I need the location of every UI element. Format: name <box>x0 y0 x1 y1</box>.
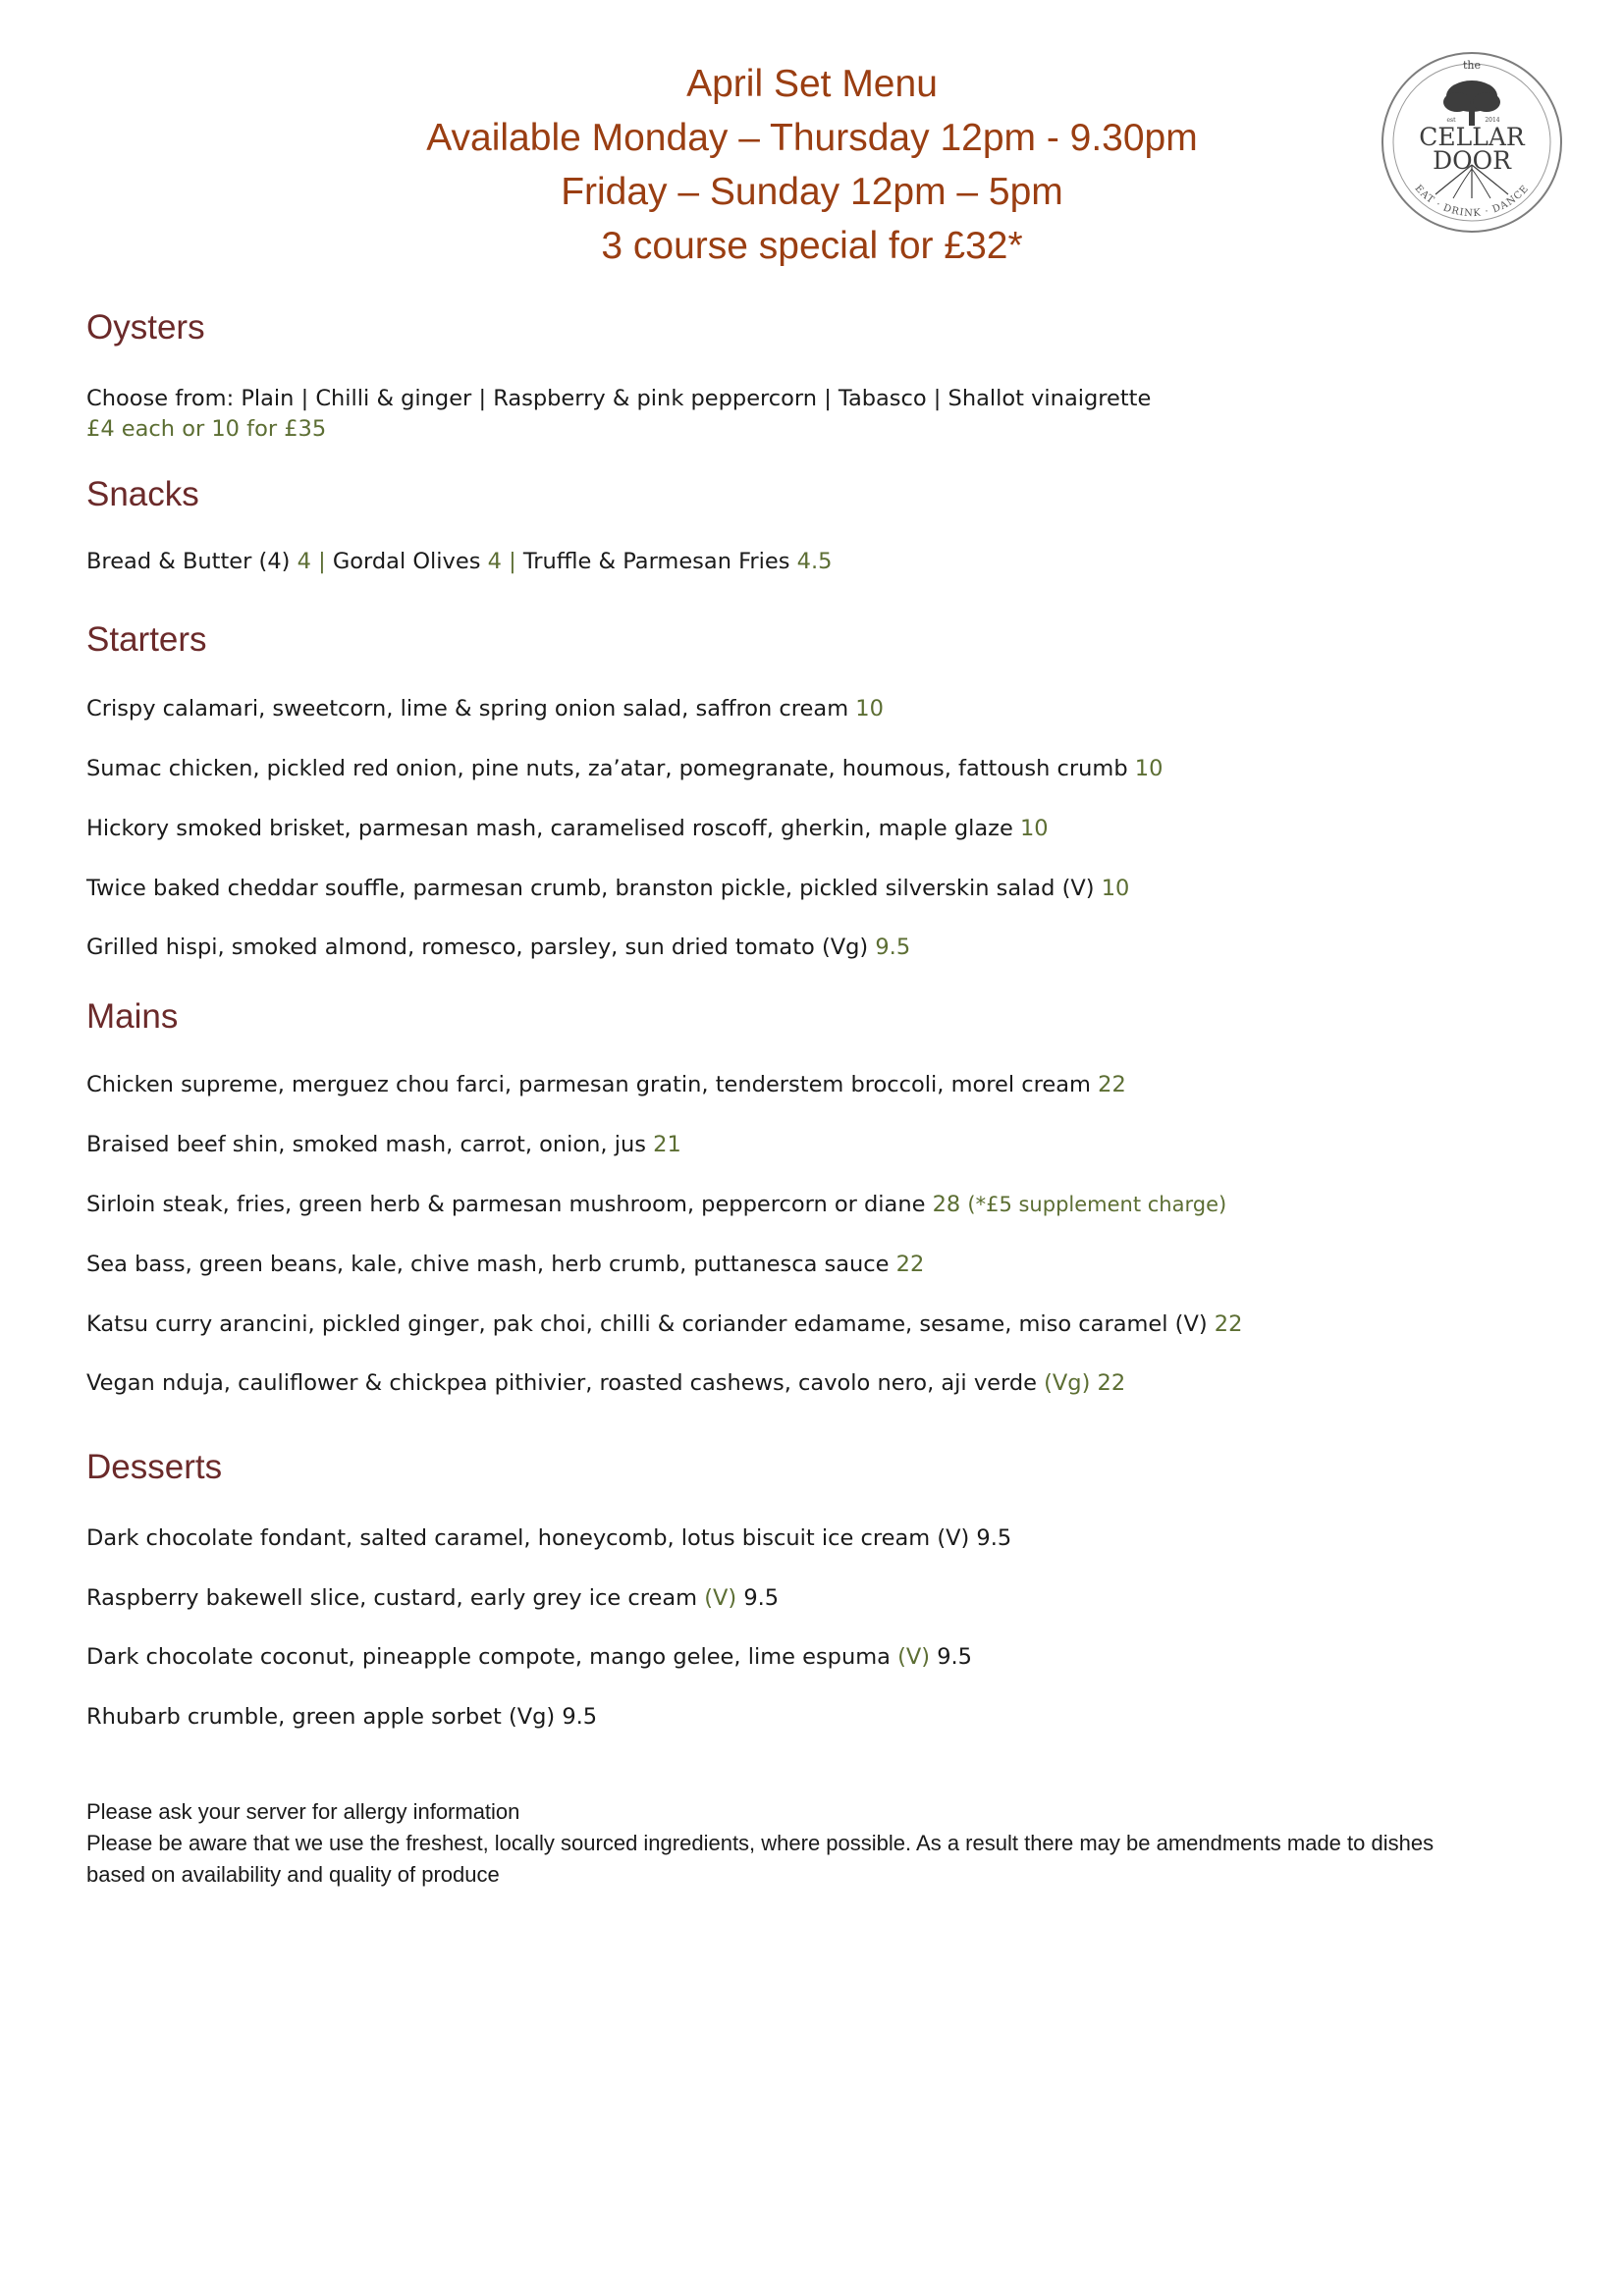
separator: | <box>509 549 516 574</box>
dish-description: Sumac chicken, pickled red onion, pine nuts, za’atar, pomegranate, houmous, fattoush crumb <box>86 756 1128 781</box>
dish-price: 9.5 <box>743 1585 780 1611</box>
dish-description: Twice baked cheddar souffle, parmesan crumb, branston pickle, pickled silverskin salad (V) <box>86 876 1095 901</box>
ingredients-note-continued: based on availability and quality of produce <box>86 1862 500 1887</box>
snack-name: Truffle & Parmesan Fries <box>522 549 790 574</box>
dish-description: Hickory smoked brisket, parmesan mash, caramelised roscoff, gherkin, maple glaze <box>86 816 1013 841</box>
snack-price: 4 <box>487 549 502 574</box>
dish-description: Chicken supreme, merguez chou farci, parmesan gratin, tenderstem broccoli, morel cream <box>86 1072 1091 1097</box>
dish-description: Crispy calamari, sweetcorn, lime & spring onion salad, saffron cream <box>86 696 849 721</box>
svg-text:the: the <box>1462 59 1482 72</box>
list-item <box>86 1368 1125 1398</box>
dish-price: 9.5 <box>875 934 911 960</box>
list-item <box>86 1190 1226 1219</box>
list-item <box>86 874 1129 903</box>
dish-price: 22 <box>1214 1311 1243 1337</box>
dish-description: Dark chocolate fondant, salted caramel, honeycomb, lotus biscuit ice cream (V) 9.5 <box>86 1525 1012 1551</box>
section-title-starters: Starters <box>86 620 207 659</box>
separator: | <box>318 549 326 574</box>
dish-price: 22 <box>1097 1370 1126 1396</box>
list-item <box>86 1250 924 1279</box>
list-item <box>86 814 1049 843</box>
dietary-tag: (V) <box>704 1585 737 1611</box>
svg-text:EAT · DRINK · DANCE: EAT · DRINK · DANCE <box>1412 183 1532 220</box>
dish-description: Vegan nduja, cauliflower & chickpea pithivier, roasted cashews, cavolo nero, aji verde <box>86 1370 1037 1396</box>
dish-price: 10 <box>1134 756 1164 781</box>
oysters-choices: Choose from: Plain | Chilli & ginger | Raspberry & pink peppercorn | Tabasco | Shallot vinaigrette <box>86 386 1152 411</box>
dish-price: 22 <box>1098 1072 1126 1097</box>
svg-text:est: est <box>1446 117 1456 124</box>
allergy-note: Please ask your server for allergy information <box>86 1799 520 1824</box>
weekend-hours: Friday – Sunday 12pm – 5pm <box>561 171 1063 213</box>
section-title-oysters: Oysters <box>86 308 205 347</box>
cellar-door-logo <box>1379 49 1565 236</box>
allergy-footer <box>86 1796 1559 1891</box>
dish-description: Raspberry bakewell slice, custard, early grey ice cream <box>86 1585 698 1611</box>
section-title-mains: Mains <box>86 997 179 1036</box>
menu-title: April Set Menu <box>686 63 938 105</box>
dish-price: 10 <box>1019 816 1049 841</box>
dish-price: 10 <box>855 696 884 721</box>
course-offer: 3 course special for £32* <box>601 225 1023 267</box>
snack-price: 4.5 <box>796 549 833 574</box>
ingredients-note: Please be aware that we use the freshest, locally sourced ingredients, where possible. As a result there may be amendments made to dishes <box>86 1831 1435 1855</box>
svg-text:DOOR: DOOR <box>1433 146 1511 175</box>
list-item <box>86 1309 1242 1339</box>
dish-description: Katsu curry arancini, pickled ginger, pak choi, chilli & coriander edamame, sesame, miso caramel (V) <box>86 1311 1208 1337</box>
dish-description: Sea bass, green beans, kale, chive mash, herb crumb, puttanesca sauce <box>86 1252 890 1277</box>
dietary-tag: (V) <box>897 1644 931 1670</box>
section-title-desserts: Desserts <box>86 1448 223 1486</box>
list-item <box>86 933 910 962</box>
dish-description: Braised beef shin, smoked mash, carrot, onion, jus <box>86 1132 646 1157</box>
dish-price: 22 <box>895 1252 925 1277</box>
dish-price: 28 <box>932 1192 961 1217</box>
dish-price: 9.5 <box>937 1644 972 1670</box>
list-item <box>86 1583 779 1613</box>
svg-text:CELLAR: CELLAR <box>1419 123 1525 151</box>
list-item <box>86 1642 972 1672</box>
list-item <box>86 1523 1011 1553</box>
snack-name: Bread & Butter (4) <box>86 549 291 574</box>
oysters-price: £4 each or 10 for £35 <box>86 416 327 442</box>
weekday-hours: Available Monday – Thursday 12pm - 9.30pm <box>426 117 1198 159</box>
svg-text:2014: 2014 <box>1485 117 1500 124</box>
list-item <box>86 1130 681 1159</box>
list-item <box>86 754 1163 783</box>
dish-price: 21 <box>653 1132 681 1157</box>
snack-name: Gordal Olives <box>332 549 481 574</box>
dish-description: Sirloin steak, fries, green herb & parmesan mushroom, peppercorn or diane <box>86 1192 926 1217</box>
dish-price: 10 <box>1101 876 1130 901</box>
list-item <box>86 1702 597 1732</box>
supplement-note: (*£5 supplement charge) <box>967 1193 1227 1216</box>
snack-price: 4 <box>297 549 311 574</box>
section-title-snacks: Snacks <box>86 475 199 513</box>
dish-description: Rhubarb crumble, green apple sorbet (Vg) 9.5 <box>86 1704 598 1730</box>
dietary-tag: (Vg) <box>1044 1370 1091 1396</box>
list-item <box>86 1070 1126 1099</box>
dish-description: Dark chocolate coconut, pineapple compote, mango gelee, lime espuma <box>86 1644 891 1670</box>
list-item <box>86 694 884 723</box>
snacks-line <box>86 547 832 576</box>
dish-description: Grilled hispi, smoked almond, romesco, parsley, sun dried tomato (Vg) <box>86 934 869 960</box>
